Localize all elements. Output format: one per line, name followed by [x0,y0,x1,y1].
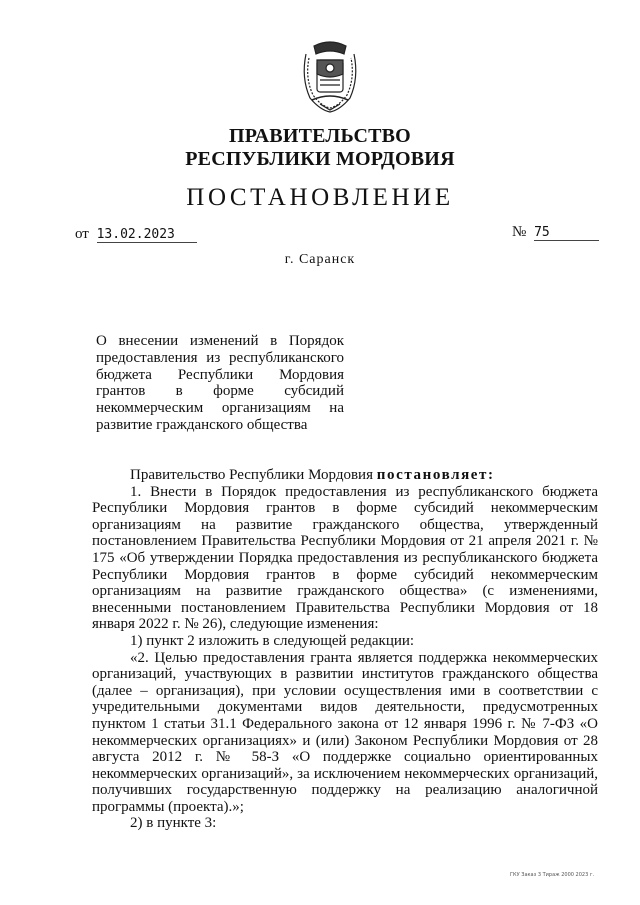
print-code: ГКУ Заказ 3 Тираж 2000 2023 г. [510,872,595,878]
government-title-line2: РЕСПУБЛИКИ МОРДОВИЯ [185,148,455,170]
document-type-title: ПОСТАНОВЛЕНИЕ [186,184,454,211]
intro-text: Правительство Республики Мордовия [130,467,377,483]
document-subject: О внесении изменений в Порядок предоставления из республиканского бюджета Республики Мордовия грантов в форме субсидий некоммерческим организациям на развитие гражданского общества [96,333,344,433]
body-paragraph-2: 1) пункт 2 изложить в следующей редакции: [130,632,415,649]
body-paragraph-1: 1. Внести в Порядок предоставления из республиканского бюджета Республики Мордовия грантов в форме субсидий некоммерческим организациям на развитие гражданского общества, утвержденный постановлением Правительства Республики Мордовия от 21 апреля 2021 г. № 175 «Об утверждении Порядка предоставления из республиканского бюджета Республики Мордовия грантов в форме субсидий некоммерческим организациям на развитие гражданского общества» (с изменениями, внесенными постановлением Правительства Республики Мордовия от 18 января 2022 г. № 26), следующие изменения: [92,483,598,633]
date-prefix: от [75,226,89,242]
body-paragraph-4: 2) в пункте 3: [130,815,217,832]
number-row [512,224,599,241]
date-row [75,226,197,243]
intro-paragraph [92,467,598,484]
coat-of-arms-icon [298,40,362,114]
document-number: 75 [534,225,599,241]
city-line: г. Саранск [284,252,356,267]
document-date: 13.02.2023 [97,227,197,243]
government-title-line1: ПРАВИТЕЛЬСТВО [229,125,411,147]
document-body [92,467,598,832]
decree-verb: постановляет: [376,467,495,483]
number-prefix: № [512,224,527,240]
body-paragraph-3: «2. Целью предоставления гранта является поддержка некоммерческих организаций, участвующих в развитии институтов гражданского общества (далее – организация), при условии осуществления ими в соответствии с учредительными документами видов деятельности, предусмотренных пунктом 1 статьи 31.1 Федерального закона от 12 января 1996 г. № 7-ФЗ «О некоммерческих организациях» и (или) Законом Республики Мордовия от 28 августа 2012 г. № 58-З «О поддержке социально ориентированных некоммерческих организаций», за исключением некоммерческих организаций, получивших государственную поддержку на реализацию аналогичной программы (проекта).»; [92,649,598,815]
